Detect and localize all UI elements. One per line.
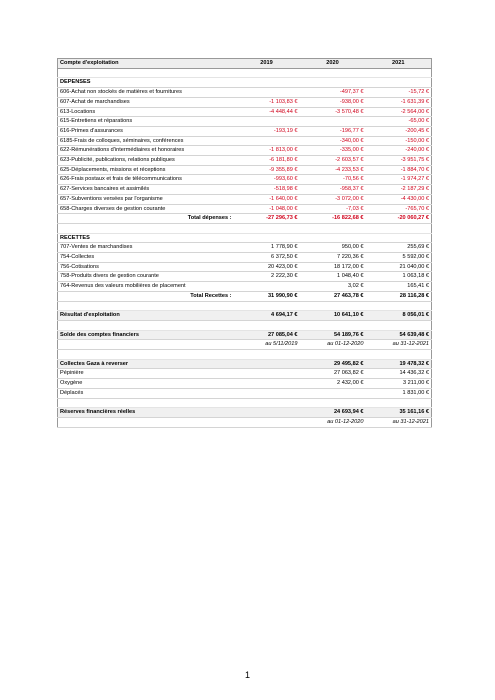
total-depenses-label: Total dépenses : — [58, 214, 234, 224]
header-label: Compte d'exploitation — [58, 59, 234, 69]
total-depenses-2020: -16 822,68 € — [300, 214, 366, 224]
depense-row — [58, 204, 432, 214]
collectes-2021: 19 478,32 € — [366, 359, 432, 369]
total-depenses-2021: -20 060,27 € — [366, 214, 432, 224]
depense-row-2019: -4 448,44 € — [234, 107, 300, 117]
depense-row-2020: -3 072,00 € — [300, 194, 366, 204]
recette-row-2019: 1 778,90 € — [234, 243, 300, 253]
recette-row-2019: 2 222,30 € — [234, 272, 300, 282]
collecte-row-label: Déplacés — [58, 388, 234, 398]
depense-row-2021: -3 951,75 € — [366, 156, 432, 166]
total-recettes-2020: 27 463,78 € — [300, 291, 366, 301]
recette-row-2021: 1 063,18 € — [366, 272, 432, 282]
recette-row-2020: 1 048,40 € — [300, 272, 366, 282]
depense-row-2019: -1 813,00 € — [234, 146, 300, 156]
solde-date-2020: au 01-12-2020 — [300, 340, 366, 350]
total-depenses-row — [58, 214, 432, 224]
depense-row — [58, 185, 432, 195]
depense-row-2020: -938,00 € — [300, 97, 366, 107]
depense-row-2020: -70,56 € — [300, 175, 366, 185]
depense-row-label: 623-Publicité, publications, relations publiques — [58, 156, 234, 166]
depense-row — [58, 165, 432, 175]
depense-row-2019: -9 355,89 € — [234, 165, 300, 175]
reserves-row — [58, 408, 432, 418]
exploitation-sheet — [57, 58, 431, 428]
header-row — [58, 59, 432, 69]
depense-row-2019: -1 048,00 € — [234, 204, 300, 214]
depense-row-2021: -2 187,29 € — [366, 185, 432, 195]
page-number: 1 — [244, 670, 250, 680]
recette-row-label: 764-Revenus des valeurs mobilières de placement — [58, 282, 234, 292]
depense-row-2021: -200,45 € — [366, 126, 432, 136]
depense-row — [58, 117, 432, 127]
depense-row-2021: -2 564,00 € — [366, 107, 432, 117]
depense-row-2021: -1 631,39 € — [366, 97, 432, 107]
depense-row-2020: -958,37 € — [300, 185, 366, 195]
recette-row-2019 — [234, 282, 300, 292]
depense-row — [58, 97, 432, 107]
collecte-row — [58, 379, 432, 389]
depenses-rows — [58, 88, 432, 214]
depense-row-2020: -340,00 € — [300, 136, 366, 146]
collecte-row-2021: 1 831,00 € — [366, 388, 432, 398]
spacer-row — [58, 320, 432, 330]
recette-row-2020: 18 172,00 € — [300, 262, 366, 272]
spacer-row — [58, 350, 432, 360]
reserves-2020: 24 693,94 € — [300, 408, 366, 418]
reserves-2021: 35 161,16 € — [366, 408, 432, 418]
resultat-row — [58, 311, 432, 321]
resultat-2020: 10 641,10 € — [300, 311, 366, 321]
recette-row-2021: 5 592,00 € — [366, 253, 432, 263]
depense-row — [58, 175, 432, 185]
depense-row-2019: -6 181,80 € — [234, 156, 300, 166]
depense-row-label: 615-Entretiens et réparations — [58, 117, 234, 127]
reserves-label: Réserves financières réelles — [58, 408, 234, 418]
depense-row-2019: -518,98 € — [234, 185, 300, 195]
spacer-row — [58, 301, 432, 311]
recette-row-2021: 165,41 € — [366, 282, 432, 292]
recette-row-2020: 3,02 € — [300, 282, 366, 292]
spacer-row — [58, 398, 432, 408]
depense-row-2020: -2 603,57 € — [300, 156, 366, 166]
year-2019: 2019 — [234, 59, 300, 69]
solde-row — [58, 330, 432, 340]
depense-row-label: 606-Achat non stockés de matières et fournitures — [58, 88, 234, 98]
reserves-date-2021: au 31-12-2021 — [366, 417, 432, 427]
depense-row-2021: -240,00 € — [366, 146, 432, 156]
year-2020: 2020 — [300, 59, 366, 69]
depense-row-2020: -3 570,48 € — [300, 107, 366, 117]
recettes-title: RECETTES — [58, 233, 234, 243]
depense-row-label: 626-Frais postaux et frais de télécommunications — [58, 175, 234, 185]
depense-row-label: 607-Achat de marchandises — [58, 97, 234, 107]
reserves-date-row — [58, 417, 432, 427]
depense-row-2019 — [234, 136, 300, 146]
depense-row-2019: -193,19 € — [234, 126, 300, 136]
total-recettes-2019: 31 990,90 € — [234, 291, 300, 301]
spacer-row — [58, 223, 432, 233]
recette-row-2020: 950,00 € — [300, 243, 366, 253]
collecte-row-label: Oxygène — [58, 379, 234, 389]
depense-row-2021: -15,72 € — [366, 88, 432, 98]
depense-row-2021: -65,00 € — [366, 117, 432, 127]
total-depenses-2019: -27 296,73 € — [234, 214, 300, 224]
collecte-row-2020: 2 432,00 € — [300, 379, 366, 389]
depense-row-label: 622-Rémunérations d'intermédiaires et honoraires — [58, 146, 234, 156]
collecte-row-2020: 27 063,82 € — [300, 369, 366, 379]
depense-row-label: 625-Déplacements, missions et réceptions — [58, 165, 234, 175]
depense-row — [58, 107, 432, 117]
collectes-2020: 29 495,82 € — [300, 359, 366, 369]
year-2021: 2021 — [366, 59, 432, 69]
recette-row-2019: 20 423,00 € — [234, 262, 300, 272]
spacer-row — [58, 68, 432, 78]
resultat-label: Résultat d'exploitation — [58, 311, 234, 321]
collecte-row-label: Pépinière — [58, 369, 234, 379]
recette-row — [58, 272, 432, 282]
depense-row-2021: -765,70 € — [366, 204, 432, 214]
solde-date-2019: au 5/11/2019 — [234, 340, 300, 350]
collecte-row-2021: 3 211,00 € — [366, 379, 432, 389]
depense-row-2019 — [234, 117, 300, 127]
collectes-rows — [58, 369, 432, 398]
depense-row-2019: -993,60 € — [234, 175, 300, 185]
recette-row — [58, 243, 432, 253]
depense-row-2021: -1 974,27 € — [366, 175, 432, 185]
recette-row-2020: 7 220,36 € — [300, 253, 366, 263]
recette-row-label: 756-Cotisations — [58, 262, 234, 272]
collecte-row — [58, 369, 432, 379]
depense-row — [58, 136, 432, 146]
depense-row-2020: -497,37 € — [300, 88, 366, 98]
collecte-row-2020 — [300, 388, 366, 398]
solde-2019: 27 085,04 € — [234, 330, 300, 340]
depense-row-label: 616-Primes d'assurances — [58, 126, 234, 136]
depense-row-2020: -196,77 € — [300, 126, 366, 136]
depense-row — [58, 88, 432, 98]
recette-row-label: 707-Ventes de marchandises — [58, 243, 234, 253]
solde-label: Solde des comptes financiers — [58, 330, 234, 340]
depense-row-2020: -335,00 € — [300, 146, 366, 156]
depense-row — [58, 194, 432, 204]
depenses-title-row — [58, 78, 432, 88]
recette-row-2019: 6 372,50 € — [234, 253, 300, 263]
recette-row-label: 758-Produits divers de gestion courante — [58, 272, 234, 282]
depense-row-2020 — [300, 117, 366, 127]
reserves-date-2020: au 01-12-2020 — [300, 417, 366, 427]
resultat-2021: 8 056,01 € — [366, 311, 432, 321]
total-recettes-label: Total Recettes : — [58, 291, 234, 301]
depense-row-label: 613-Locations — [58, 107, 234, 117]
depense-row-2019: -1 103,83 € — [234, 97, 300, 107]
collectes-label: Collectes Gaza à reverser — [58, 359, 234, 369]
depense-row-label: 657-Subventions versées par l'organisme — [58, 194, 234, 204]
solde-2020: 54 189,76 € — [300, 330, 366, 340]
collecte-row-2021: 14 436,32 € — [366, 369, 432, 379]
recette-row — [58, 262, 432, 272]
depense-row-label: 658-Charges diverses de gestion courante — [58, 204, 234, 214]
depense-row-2019 — [234, 88, 300, 98]
depense-row-label: 6185-Frais de colloques, séminaires, conférences — [58, 136, 234, 146]
recette-row — [58, 282, 432, 292]
recette-row — [58, 253, 432, 263]
exploitation-table — [57, 58, 432, 428]
depense-row — [58, 146, 432, 156]
solde-date-2021: au 31-12-2021 — [366, 340, 432, 350]
collectes-row — [58, 359, 432, 369]
depense-row-label: 627-Services bancaires et assimilés — [58, 185, 234, 195]
depense-row — [58, 126, 432, 136]
recettes-rows — [58, 243, 432, 292]
depense-row-2019: -1 640,00 € — [234, 194, 300, 204]
resultat-2019: 4 694,17 € — [234, 311, 300, 321]
recette-row-2021: 255,69 € — [366, 243, 432, 253]
collecte-row — [58, 388, 432, 398]
recette-row-2021: 21 040,00 € — [366, 262, 432, 272]
depense-row-2020: -4 233,53 € — [300, 165, 366, 175]
depenses-title: DEPENSES — [58, 78, 234, 88]
depense-row — [58, 156, 432, 166]
depense-row-2021: -150,00 € — [366, 136, 432, 146]
solde-2021: 54 639,48 € — [366, 330, 432, 340]
total-recettes-row — [58, 291, 432, 301]
depense-row-2020: -7,03 € — [300, 204, 366, 214]
recette-row-label: 754-Collectes — [58, 253, 234, 263]
depense-row-2021: -4 430,00 € — [366, 194, 432, 204]
total-recettes-2021: 28 116,28 € — [366, 291, 432, 301]
solde-date-row — [58, 340, 432, 350]
recettes-title-row — [58, 233, 432, 243]
depense-row-2021: -1 884,70 € — [366, 165, 432, 175]
